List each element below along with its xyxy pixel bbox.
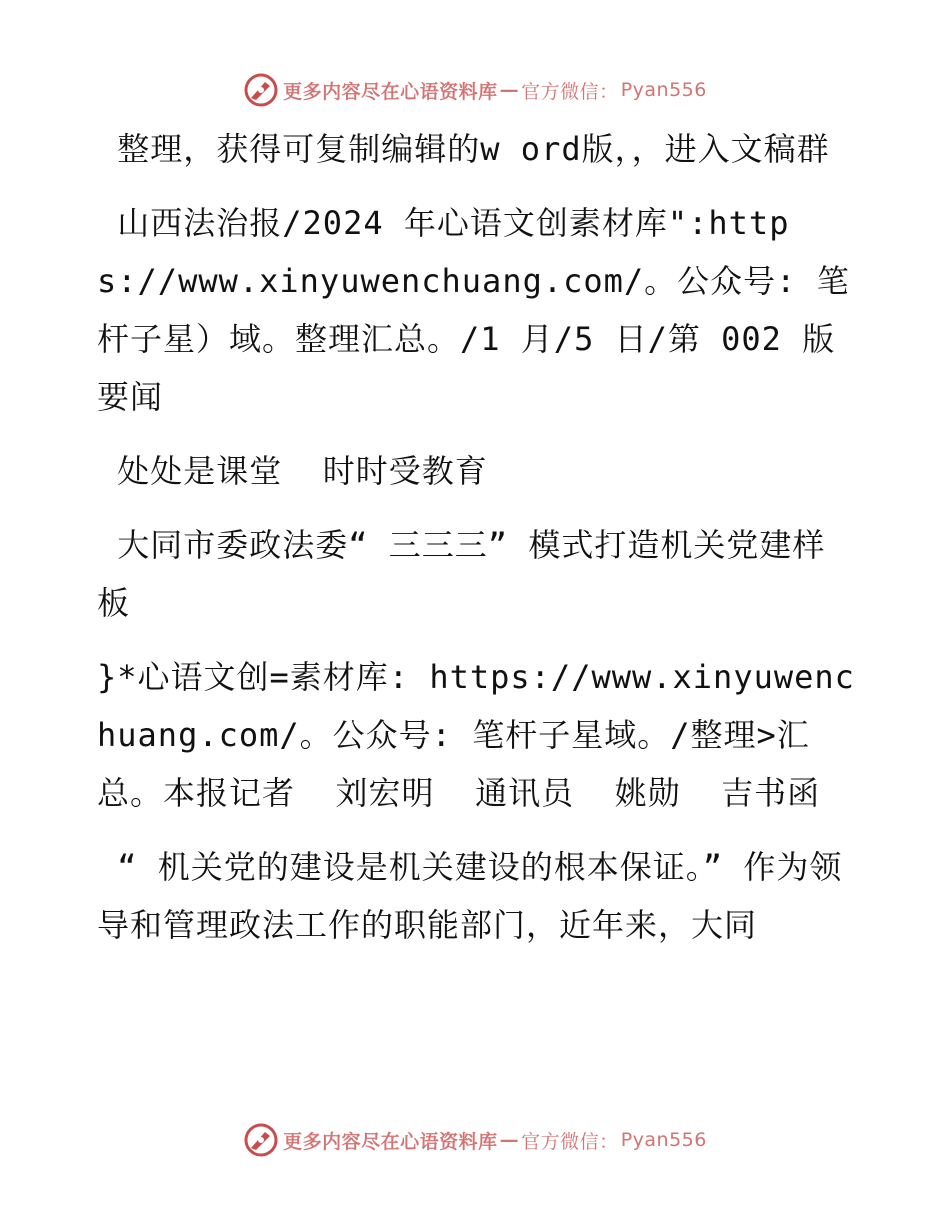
paragraph-5-byline: }*心语文创=素材库: https://www.xinyuwenchuang.com/。公众号: 笔杆子星域。/整理>汇总。本报记者 刘宏明 通讯员 姚勋 吉书函 (97, 658, 855, 812)
paragraph-1: 整理，获得可复制编辑的w ord版，，进入文稿群 (97, 130, 830, 168)
pen-nib-logo-icon (243, 72, 279, 108)
document-body (97, 120, 857, 970)
watermark-title: 更多内容尽在心语资料库 (283, 80, 498, 103)
watermark-contact-id: Pyan556 (620, 79, 707, 101)
watermark-contact-label: 官方微信： (521, 80, 619, 103)
header-watermark (0, 70, 950, 110)
watermark-separator: — (499, 79, 520, 101)
watermark-separator: — (499, 1129, 520, 1151)
watermark-contact-id: Pyan556 (620, 1129, 707, 1151)
paragraph-2: 山西法治报/2024 年心语文创素材库":https://www.xinyuwenchuang.com/。公众号: 笔杆子星）域。整理汇总。/1 月/5 日/第 002 版要闻 (97, 204, 850, 416)
pen-nib-logo-icon (243, 1122, 279, 1158)
paragraph-4-subheadline: 大同市委政法委“ 三三三” 模式打造机关党建样板 (97, 526, 826, 622)
footer-watermark (0, 1120, 950, 1160)
paragraph-6-body: “ 机关党的建设是机关建设的根本保证。” 作为领导和管理政法工作的职能部门，近年来，大同 (97, 848, 843, 944)
paragraph-3-headline: 处处是课堂 时时受教育 (97, 452, 488, 490)
watermark-contact-label: 官方微信： (521, 1130, 619, 1153)
watermark-title: 更多内容尽在心语资料库 (283, 1130, 498, 1153)
